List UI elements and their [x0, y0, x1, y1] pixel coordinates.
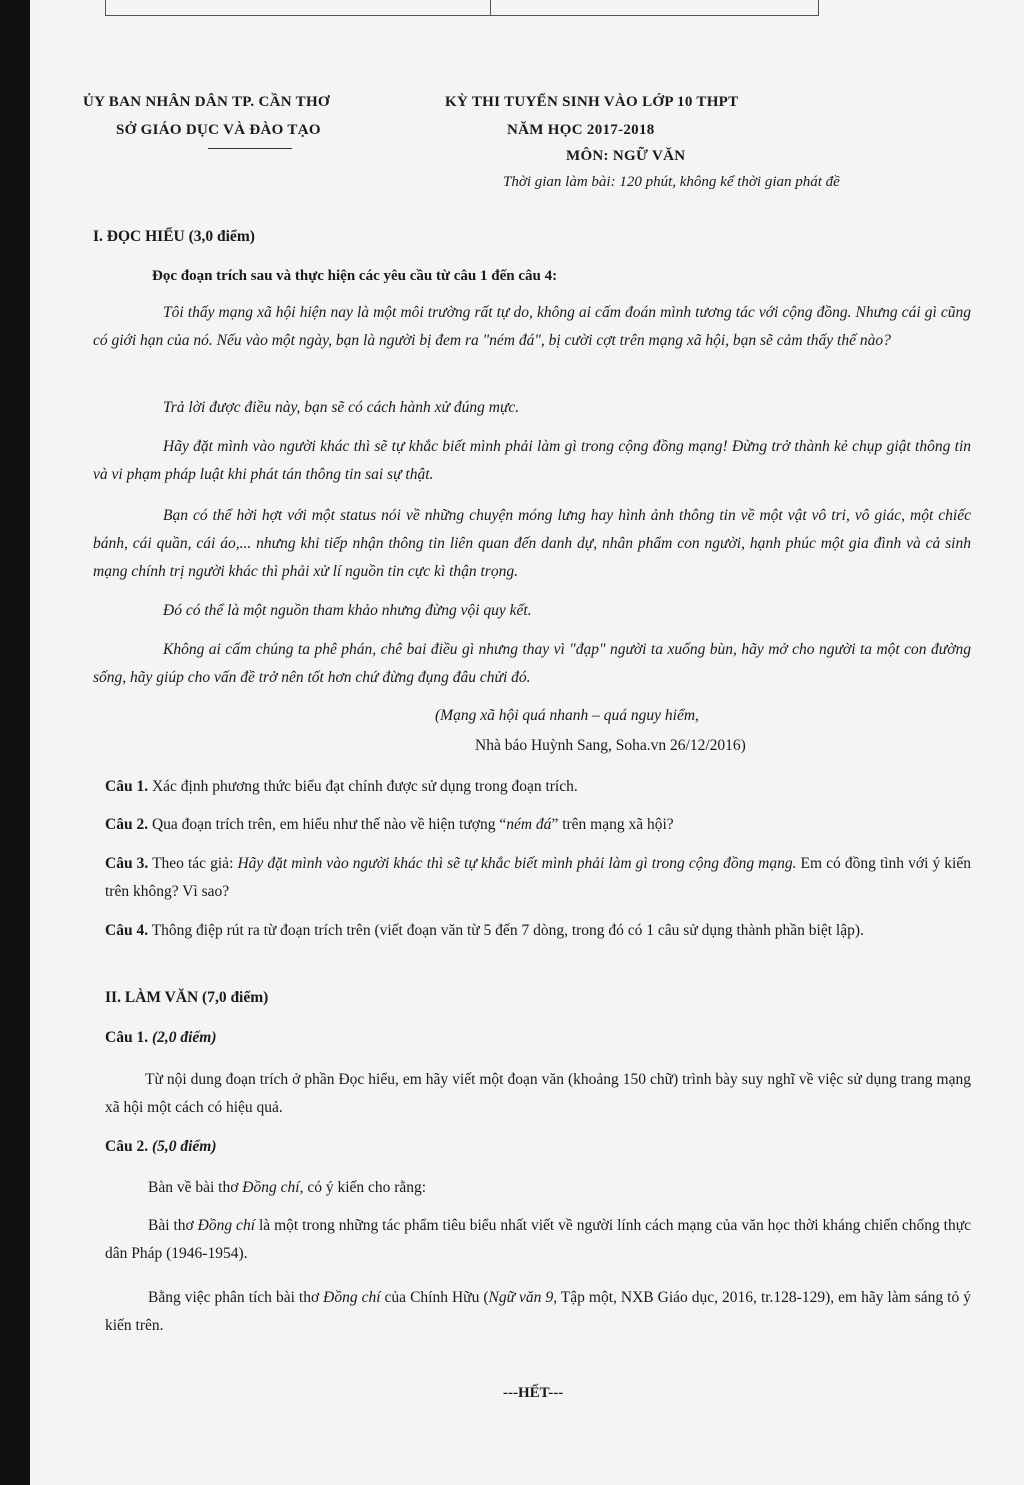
- header-authority: ỦY BAN NHÂN DÂN TP. CẦN THƠ: [83, 94, 330, 110]
- section1-title: I. ĐỌC HIỂU (3,0 điểm): [93, 228, 255, 245]
- header-school-year: NĂM HỌC 2017-2018: [507, 122, 655, 138]
- header-department: SỞ GIÁO DỤC VÀ ĐÀO TẠO: [116, 122, 321, 138]
- question-4: Câu 4. Thông điệp rút ra từ đoạn trích trên (viết đoạn văn từ 5 đến 7 dòng, trong đó có 1 câu sử dụng thành phần biệt lập).: [105, 922, 864, 939]
- essay-question-1-heading: Câu 1. (2,0 điểm): [105, 1029, 217, 1046]
- source-author: Nhà báo Huỳnh Sang, Soha.vn 26/12/2016): [475, 737, 746, 754]
- header-time: Thời gian làm bài: 120 phút, không kể thời gian phát đề: [503, 174, 840, 190]
- essay-question-2-task: Bằng việc phân tích bài thơ Đồng chí của Chính Hữu (Ngữ văn 9, Tập một, NXB Giáo dục, 2016, tr.128-129), em hãy làm sáng tỏ ý kiến trên.: [105, 1289, 971, 1334]
- passage-paragraph: Đó có thể là một nguồn tham khảo nhưng đừng vội quy kết.: [163, 602, 532, 619]
- question-2: Câu 2. Qua đoạn trích trên, em hiểu như thế nào về hiện tượng “ném đá” trên mạng xã hội?: [105, 816, 674, 833]
- essay-question-1-text: Từ nội dung đoạn trích ở phần Đọc hiểu, em hãy viết một đoạn văn (khoảng 150 chữ) trình bày suy nghĩ về việc sử dụng trang mạng xã hội một cách có hiệu quả.: [105, 1071, 971, 1116]
- header-underline: [208, 148, 292, 149]
- passage-paragraph: Tôi thấy mạng xã hội hiện nay là một môi trường rất tự do, không ai cấm đoán mình tương tác với cộng đồng. Nhưng cái gì cũng có giới hạn của nó. Nếu vào một ngày, bạn là người bị đem ra "ném đá", bị cười cợt trên mạng xã hội, bạn sẽ cảm thấy thế nào?: [93, 304, 971, 349]
- section1-instruction: Đọc đoạn trích sau và thực hiện các yêu cầu từ câu 1 đến câu 4:: [152, 268, 558, 284]
- passage-paragraph: Hãy đặt mình vào người khác thì sẽ tự khắc biết mình phải làm gì trong cộng đồng mạng! Đừng trở thành kẻ chụp giật thông tin và vi phạm pháp luật khi phát tán thông tin sai sự thật.: [93, 438, 971, 483]
- header-subject: MÔN: NGỮ VĂN: [566, 148, 686, 164]
- passage-paragraph: Không ai cấm chúng ta phê phán, chê bai điều gì nhưng thay vì "đạp" người ta xuống bùn, hãy mở cho người ta một con đường sống, hãy giúp cho vấn đề trở nên tốt hơn chứ đừng đụng đâu chửi đó.: [93, 641, 971, 686]
- header-exam-title: KỲ THI TUYỂN SINH VÀO LỚP 10 THPT: [445, 94, 739, 110]
- essay-question-2-quote: Bài thơ Đồng chí là một trong những tác phẩm tiêu biểu nhất viết về người lính cách mạng của văn học thời kháng chiến chống thực dân Pháp (1946-1954).: [105, 1217, 971, 1262]
- essay-question-2-intro: Bàn về bài thơ Đồng chí, có ý kiến cho rằng:: [148, 1179, 427, 1196]
- top-table-fragment: [105, 0, 819, 16]
- essay-question-2-heading: Câu 2. (5,0 điểm): [105, 1138, 217, 1155]
- question-3: Câu 3. Theo tác giả: Hãy đặt mình vào người khác thì sẽ tự khắc biết mình phải làm gì trong cộng đồng mạng. Em có đồng tình với ý kiến trên không? Vì sao?: [105, 855, 971, 900]
- question-1: Câu 1. Xác định phương thức biểu đạt chính được sử dụng trong đoạn trích.: [105, 778, 578, 795]
- section2-title: II. LÀM VĂN (7,0 điểm): [105, 989, 269, 1006]
- passage-paragraph: Bạn có thể hời hợt với một status nói về những chuyện móng lưng hay hình ảnh thông tin về một vật vô tri, vô giác, một chiếc bánh, cái quần, cái áo,... nhưng khi tiếp nhận thông tin liên quan đến danh dự, nhân phẩm con người, hạnh phúc một gia đình và cả sinh mạng chính trị người khác thì phải xử lí nguồn tin cực kì thận trọng.: [93, 507, 971, 580]
- passage-paragraph: Trả lời được điều này, bạn sẽ có cách hành xử đúng mực.: [163, 399, 520, 416]
- end-marker: ---HẾT---: [503, 1385, 564, 1401]
- exam-page: [30, 0, 1024, 1485]
- source-title: (Mạng xã hội quá nhanh – quá nguy hiểm,: [435, 707, 699, 724]
